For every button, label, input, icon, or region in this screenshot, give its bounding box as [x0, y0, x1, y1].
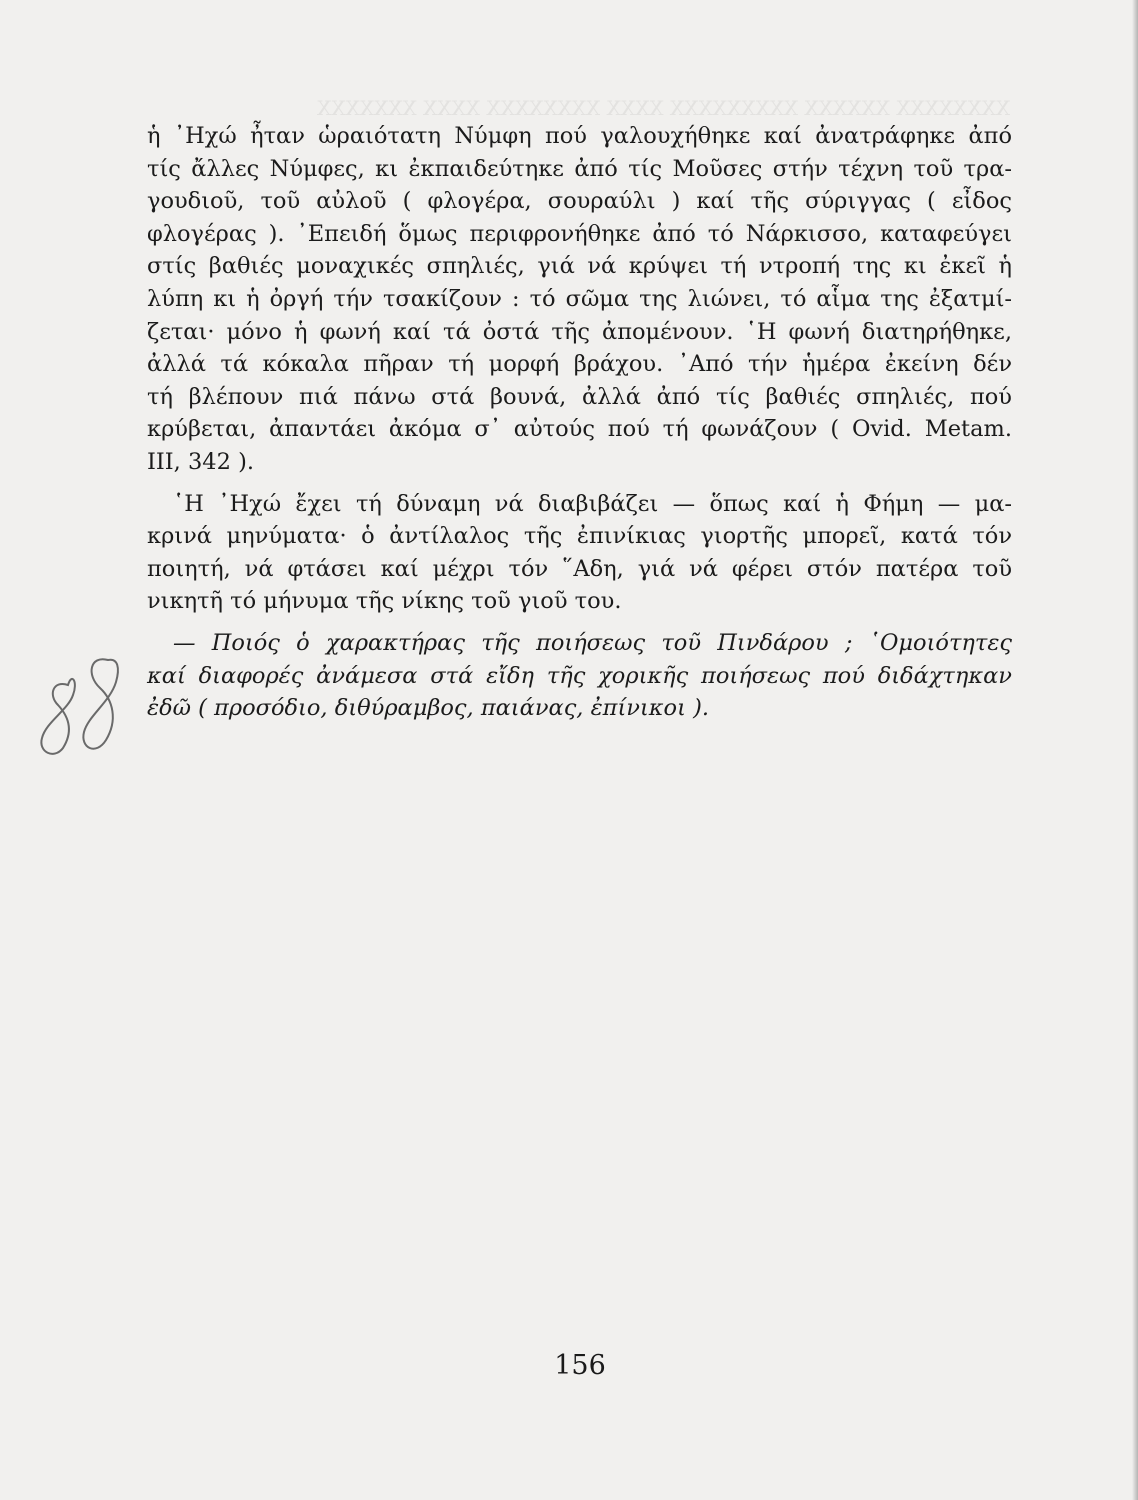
text-line: τίς ἄλλες Νύμφες, κι ἐκπαιδεύτηκε ἀπό τίς Μοῦσες στήν τέχνη τοῦ τρα- — [147, 155, 1012, 182]
text-line: καί διαφορές ἀνάμεσα στά εἴδη τῆς χορικῆς ποιήσεως πού διδάχτηκαν — [147, 662, 1012, 689]
text-line: ἀλλά τά κόκαλα πῆραν τή μορφή βράχου. ᾽Από τήν ἡμέρα ἐκείνη δέν — [147, 351, 1012, 378]
text-line: λύπη κι ἡ ὀργή τήν τσακίζουν : τό σῶμα της λιώνει, τό αἷμα της ἐξατμί- — [147, 285, 1012, 312]
text-line: φλογέρας ). ᾽Επειδή ὅμως περιφρονήθηκε ἀπό τό Νάρκισσο, καταφεύγει — [147, 220, 1012, 247]
handwritten-88-note — [28, 640, 138, 770]
text-line: στίς βαθιές μοναχικές σπηλιές, γιά νά κρύψει τή ντροπή της κι ἐκεῖ ἡ — [147, 253, 1012, 280]
margin-note-text: 88 — [28, 640, 30, 641]
page-binding-edge — [1132, 0, 1138, 1500]
text-line: κρινά μηνύματα· ὁ ἀντίλαλος τῆς ἐπινίκιας γιορτῆς μπορεῖ, κατά τόν — [147, 523, 1012, 550]
page-number: 156 — [554, 1350, 606, 1381]
text-line: τή βλέπουν πιά πάνω στά βουνά, ἀλλά ἀπό τίς βαθιές σπηλιές, πού — [147, 383, 1012, 410]
text-line: ζεται· μόνο ἡ φωνή καί τά ὀστά τῆς ἀπομένουν. ῾Η φωνή διατηρήθηκε, — [147, 318, 1012, 345]
text-line: κρύβεται, ἀπαντάει ἀκόμα σ᾽ αὐτούς πού τή φωνάζουν ( Ovid. Metam. — [147, 416, 1012, 443]
text-line: νικητῆ τό μήνυμα τῆς νίκης τοῦ γιοῦ του. — [147, 588, 622, 615]
text-line: ῾Η ᾽Ηχώ ἔχει τή δύναμη νά διαβιβάζει — ὅπως καί ἡ Φήμη — μα- — [173, 490, 1012, 517]
text-line: ἐδῶ ( προσόδιο, διθύραμβος, παιάνας, ἐπίνικοι ). — [147, 695, 709, 722]
text-line: III, 342 ). — [147, 448, 254, 475]
text-line: γουδιοῦ, τοῦ αὐλοῦ ( φλογέρα, σουραύλι ) καί τῆς σύριγγας ( εἶδος — [147, 188, 1012, 215]
text-line: — Ποιός ὁ χαρακτήρας τῆς ποιήσεως τοῦ Πινδάρου ; ῾Ομοιότητες — [173, 629, 1012, 656]
bleed-through-texture: ΧΧΧΧΧΧΧΧ ΧΧΧΧΧΧ ΧΧΧΧΧΧΧΧΧ ΧΧΧΧ ΧΧΧΧΧΧΧΧ ΧΧΧΧ ΧΧΧΧΧΧΧ — [316, 96, 1010, 120]
paragraph-echo-message — [147, 488, 1012, 618]
text-line: ποιητή, νά φτάσει καί μέχρι τόν ῞Αδη, γιά νά φέρει στόν πατέρα τοῦ — [147, 555, 1012, 582]
text-line: ἡ ᾽Ηχώ ἦταν ὡραιότατη Νύμφη πού γαλουχήθηκε καί ἀνατράφηκε ἀπό — [147, 123, 1012, 149]
paragraph-echo-myth — [147, 120, 1012, 479]
body-text — [147, 120, 1012, 725]
paragraph-questions — [147, 627, 1012, 725]
